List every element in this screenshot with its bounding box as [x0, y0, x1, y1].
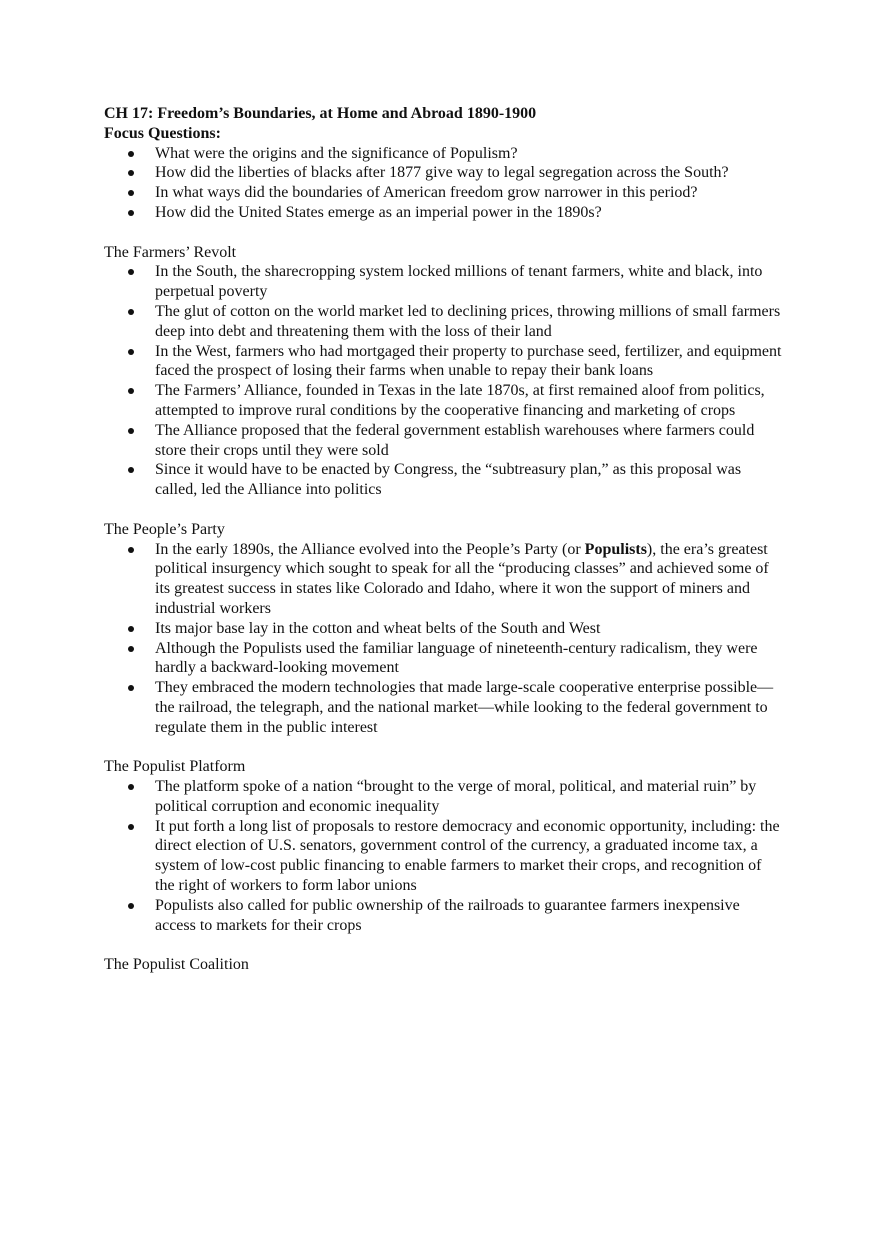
- bullet-icon: [128, 269, 134, 275]
- bullet-icon: [128, 151, 134, 157]
- list-item: [104, 817, 784, 896]
- list-item: [104, 262, 784, 302]
- section-heading-populist-platform: The Populist Platform: [104, 758, 246, 776]
- section-heading-populist-coalition: The Populist Coalition: [104, 956, 249, 974]
- list-item-text: How did the United States emerge as an imperial power in the 1890s?: [155, 203, 602, 221]
- list-item-text: Although the Populists used the familiar language of nineteenth-century radicalism, they were hardly a backward-looking movement: [155, 639, 758, 677]
- focus-questions-label: Focus Questions:: [104, 124, 221, 142]
- bullet-icon: [128, 210, 134, 216]
- section-heading-farmers-revolt: The Farmers’ Revolt: [104, 243, 237, 261]
- bullet-icon: [128, 309, 134, 315]
- list-item: [104, 619, 784, 639]
- section-list-peoples-party: [104, 540, 784, 738]
- bullet-icon: [128, 626, 134, 632]
- document-page: [104, 104, 784, 975]
- bullet-icon: [128, 547, 134, 553]
- list-item: [104, 381, 784, 421]
- list-item-text-after: ), the era’s greatest political insurgency which sought to speak for all the “producing classes” and achieved some of its greatest success in states like Colorado and Idaho, where it won the support of miners and industrial workers: [155, 540, 769, 617]
- list-item: [104, 144, 784, 164]
- section-list-populist-platform: [104, 777, 784, 935]
- list-item: [104, 540, 784, 619]
- bullet-icon: [128, 190, 134, 196]
- document-title: CH 17: Freedom’s Boundaries, at Home and Abroad 1890-1900: [104, 105, 537, 122]
- list-item-text: What were the origins and the significance of Populism?: [155, 144, 518, 162]
- list-item: [104, 163, 784, 183]
- list-item: [104, 460, 784, 500]
- bullet-icon: [128, 388, 134, 394]
- focus-questions-list: [104, 144, 784, 223]
- list-item-text: Its major base lay in the cotton and wheat belts of the South and West: [155, 619, 601, 637]
- list-item-text-before: In the early 1890s, the Alliance evolved into the People’s Party (or: [155, 540, 585, 558]
- populists-bold-term: Populists: [584, 540, 647, 558]
- list-item-text: The Alliance proposed that the federal government establish warehouses where farmers could store their crops until they were sold: [155, 421, 755, 459]
- list-item: [104, 678, 784, 737]
- list-item-text: In what ways did the boundaries of American freedom grow narrower in this period?: [155, 184, 698, 202]
- section-heading-peoples-party: The People’s Party: [104, 520, 225, 538]
- bullet-icon: [128, 903, 134, 909]
- list-item: [104, 342, 784, 382]
- bullet-icon: [128, 784, 134, 790]
- list-item: [104, 896, 784, 936]
- list-item-text: It put forth a long list of proposals to restore democracy and economic opportunity, including: the direct election of U.S. senators, government control of the currency, a graduated income tax, a system of low-cost public financing to enable farmers to market their crops, and recognition of the right of workers to form labor unions: [155, 817, 780, 895]
- list-item-text: Populists also called for public ownership of the railroads to guarantee farmers inexpensive access to markets for their crops: [155, 896, 740, 934]
- list-item-text: The platform spoke of a nation “brought to the verge of moral, political, and material ruin” by political corruption and economic inequality: [155, 778, 757, 815]
- list-item-text: Since it would have to be enacted by Congress, the “subtreasury plan,” as this proposal was called, led the Alliance into politics: [155, 461, 742, 499]
- bullet-icon: [128, 685, 134, 691]
- list-item-text: In the South, the sharecropping system locked millions of tenant farmers, white and black, into perpetual poverty: [155, 263, 763, 301]
- list-item-text: How did the liberties of blacks after 1877 give way to legal segregation across the South?: [155, 164, 729, 182]
- list-item: [104, 421, 784, 461]
- bullet-icon: [128, 170, 134, 176]
- bullet-icon: [128, 646, 134, 652]
- list-item: [104, 203, 784, 223]
- list-item: [104, 183, 784, 203]
- list-item-text: In the West, farmers who had mortgaged their property to purchase seed, fertilizer, and equipment faced the prospect of losing their farms when unable to repay their bank loans: [155, 342, 782, 380]
- list-item: [104, 639, 784, 679]
- list-item: [104, 777, 784, 817]
- bullet-icon: [128, 824, 134, 830]
- bullet-icon: [128, 428, 134, 434]
- list-item-text: The Farmers’ Alliance, founded in Texas in the late 1870s, at first remained aloof from politics, attempted to improve rural conditions by the cooperative financing and marketing of crops: [155, 382, 765, 419]
- list-item: [104, 302, 784, 342]
- bullet-icon: [128, 349, 134, 355]
- list-item-text: The glut of cotton on the world market led to declining prices, throwing millions of small farmers deep into debt and threatening them with the loss of their land: [155, 302, 781, 340]
- bullet-icon: [128, 467, 134, 473]
- list-item-text: They embraced the modern technologies that made large-scale cooperative enterprise possible—the railroad, the telegraph, and the national market—while looking to the federal government to regulate them in the public interest: [155, 679, 774, 736]
- section-list-farmers-revolt: [104, 262, 784, 500]
